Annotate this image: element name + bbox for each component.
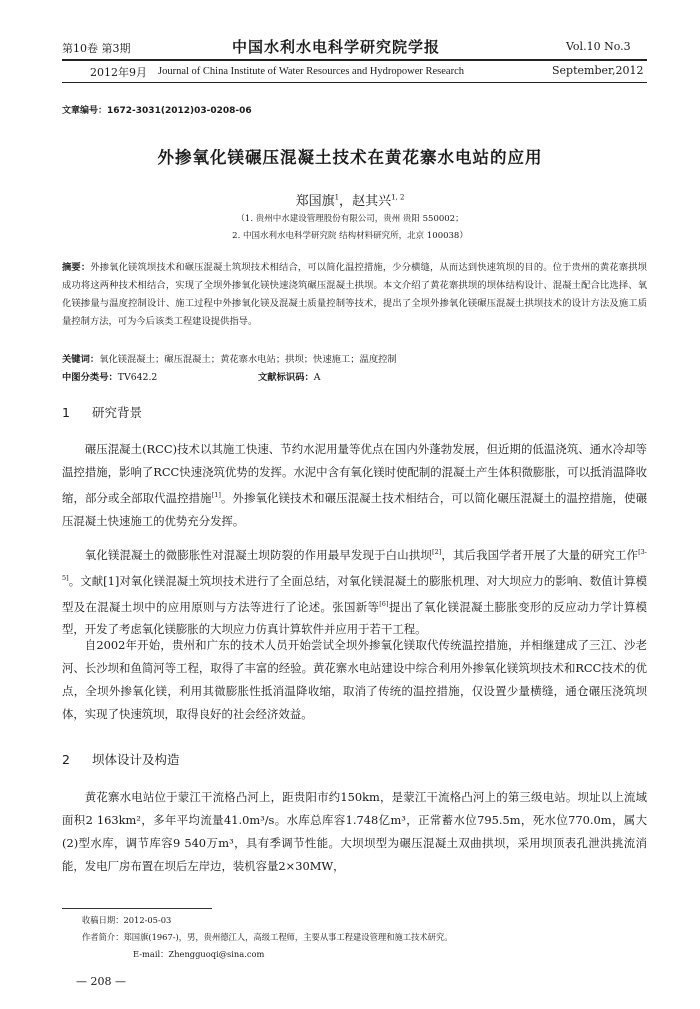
author-email: E-mail：Zhengguoqi@sina.com (133, 949, 265, 959)
document-code-line (258, 369, 321, 383)
paragraph-text: 。外掺氧化镁技术和碾压混凝土技术相结合，可以简化碾压混凝土的温控措施，使碾压混凝土快速施工的优势充分发挥。 (62, 490, 647, 528)
document-code-label: 文献标识码： (258, 372, 314, 383)
page-number: — 208 — (76, 975, 126, 988)
date-en: September,2012 (552, 64, 644, 77)
header-rule-bottom (62, 82, 647, 83)
author-affiliation-mark: 1, 2 (391, 193, 405, 202)
section-number: 1 (62, 405, 70, 420)
journal-title-en: Journal of China Institute of Water Resources and Hydropower Research (158, 66, 464, 77)
article-number: 文章编号：1672-3031(2012)03-0208-06 (62, 106, 252, 116)
journal-title-cn: 中国水利水电科学研究院学报 (232, 38, 441, 56)
clc-label: 中图分类号： (62, 372, 118, 383)
keywords-label: 关键词： (62, 354, 100, 365)
keywords (62, 351, 647, 365)
citation: [2] (431, 548, 442, 556)
affiliation-1: （1. 贵州中水建设管理股份有限公司，贵州 贵阳 550002； (236, 214, 464, 224)
section-2-heading (62, 750, 180, 768)
section-1-paragraph-1 (62, 438, 647, 533)
author-separator: ， (339, 194, 353, 209)
volume-issue-cn: 第10卷 第3期 (62, 42, 131, 55)
paper-title: 外掺氧化镁碾压混凝土技术在黄花寨水电站的应用 (157, 148, 543, 167)
document-code-value: A (313, 372, 321, 383)
affiliation-2: 2. 中国水利水电科学研究院 结构材料研究所，北京 100038） (232, 231, 468, 241)
classification-line (62, 369, 647, 383)
abstract-text: 外掺氧化镁筑坝技术和碾压混凝土筑坝技术相结合，可以简化温控措施，少分横缝，从而达到快速筑坝的目的。位于贵州的黄花寨拱坝成功将这两种技术相结合，实现了全坝外掺氧化镁快速浇筑碾压混凝土拱坝。本文介绍了黄花寨拱坝的坝体结构设计、混凝土配合比选择、氧化镁掺量与温度控制设计、施工过程中外掺氧化镁及混凝土质量控制等技术，提出了全坝外掺氧化镁碾压混凝土拱坝技术的设计方法及施工质量控制方法，可为今后该类工程建设提供指导。 (62, 262, 647, 327)
section-number: 2 (62, 752, 70, 767)
citation: [6] (379, 599, 389, 608)
section-1-paragraph-3: 自2002年开始，贵州和广东的技术人员开始尝试全坝外掺氧化镁取代传统温控措施，并相继建成了三江、沙老河、长沙坝和鱼简河等工程，取得了丰富的经验。黄花寨水电站建设中综合利用外掺氧化镁筑坝技术和RCC技术的优点，全坝外掺氧化镁，利用其微膨胀性抵消温降收缩，取消了传统的温控措施，仅设置少量横缝，通仓碾压浇筑坝体，实现了快速筑坝，取得良好的社会经济效益。 (62, 638, 647, 721)
abstract-label: 摘要： (62, 262, 91, 273)
section-2-paragraph-1: 黄花寨水电站位于蒙江干流格凸河上，距贵阳市约150km，是蒙江干流格凸河上的第三级电站。坝址以上流域面积2 163km²，多年平均流量41.0m³/s。水库总库容1.748亿m³，正常蓄水位795.5m，死水位770.0m，属大(2)型水库，调节库容9 540万m³，具有季调节性能。大坝坝型为碾压混凝土双曲拱坝，采用坝顶表孔泄洪挑流消能，发电厂房布置在坝后左岸边，装机容量2×30MW， (62, 790, 647, 873)
paragraph-text: 碾压混凝土(RCC)技术以其施工快速、节约水泥用量等优点在国内外蓬勃发展，但近期的低温浇筑、通水冷却等温控措施，影响了RCC快速浇筑优势的发挥。水泥中含有氧化镁时使配制的混凝土产生体积微膨胀，可以抵消温降收缩，部分或全部取代温控措施 (62, 442, 647, 505)
author-affiliation-mark: 1 (334, 193, 340, 202)
date-cn: 2012年9月 (90, 66, 147, 79)
received-date: 收稿日期：2012-05-03 (82, 915, 172, 925)
abstract (62, 259, 647, 331)
clc-value: TV642.2 (117, 372, 158, 383)
section-title: 坝体设计及构造 (92, 752, 180, 767)
footnote-rule (62, 908, 212, 909)
paragraph-text: 。文献[1]对氧化镁混凝土筑坝技术进行了全面总结，对氧化镁混凝土的膨胀机理、对大坝应力的影响、数值计算模型及在混凝土坝中的应用原则与方法等进行了论述。张国新等 (62, 573, 647, 614)
citation: [3-5] (62, 548, 647, 582)
section-title: 研究背景 (92, 405, 143, 420)
paragraph-text: 提出了氧化镁混凝土膨胀变形的反应动力学计算模型，开发了考虑氧化镁膨胀的大坝应力仿真计算软件并应用于若干工程。 (62, 599, 647, 637)
section-1-paragraph-2 (62, 541, 647, 641)
volume-issue-en: Vol.10 No.3 (566, 40, 631, 53)
author-bio: 作者简介：郑国旗(1967-)，男，贵州德江人，高级工程师，主要从事工程建设管理和施工技术研究。 (82, 932, 453, 942)
author-line (0, 190, 700, 209)
section-1-heading (62, 403, 142, 421)
paragraph-text: ，其后我国学者开展了大量的研究工作 (441, 547, 639, 562)
author-name: 赵其兴 (352, 194, 392, 209)
author-name: 郑国旗 (295, 194, 335, 209)
citation: [1] (211, 491, 221, 499)
header-rule-top (62, 59, 647, 61)
keywords-text: 氧化镁混凝土；碾压混凝土；黄花寨水电站；拱坝；快速施工；温度控制 (99, 354, 397, 365)
paragraph-text: 氧化镁混凝土的微膨胀性对混凝土坝防裂的作用最早发现于白山拱坝 (84, 547, 432, 562)
